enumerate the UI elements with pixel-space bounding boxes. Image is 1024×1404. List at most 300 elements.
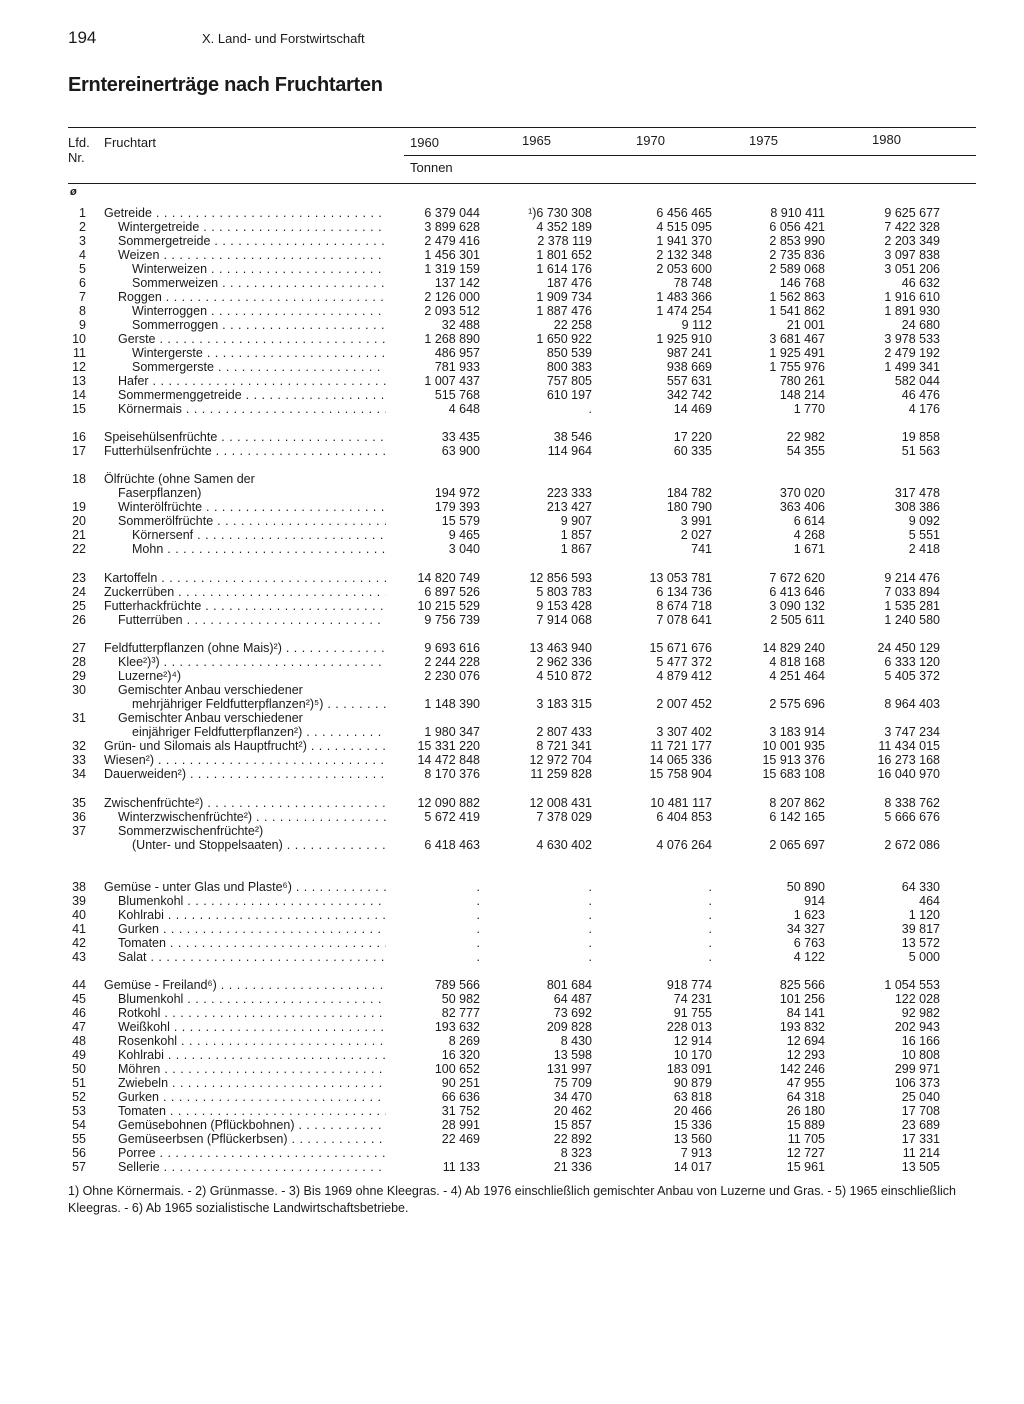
value-cell-1975: 2 735 836 [769,248,825,262]
row-number: 22 [72,542,86,556]
value-cell-1965: 20 462 [553,1104,592,1118]
value-cell-1960: 9 465 [448,528,480,542]
value-cell-1960: 789 566 [434,978,480,992]
value-cell-1965: 213 427 [546,500,592,514]
row-number: 42 [72,936,86,950]
row-number: 21 [72,528,86,542]
value-cell-1980: 92 982 [901,1006,940,1020]
value-cell-1965: 8 430 [560,1034,592,1048]
table-row [0,936,1024,950]
value-cell-1970: 7 078 641 [656,613,712,627]
row-label: Ölfrüchte (ohne Samen der [104,472,255,486]
value-cell-1960: . [476,936,480,950]
value-cell-1960: 781 933 [434,360,480,374]
value-cell-1980: 11 434 015 [878,739,940,753]
row-label: Rotkohl . . . [118,1006,386,1020]
value-cell-1975: 15 913 376 [762,753,825,767]
table-row [0,641,1024,655]
value-cell-1970: 342 742 [666,388,712,402]
value-cell-1960: . [476,908,480,922]
value-cell-1975: 6 763 [793,936,825,950]
row-number: 6 [79,276,86,290]
value-cell-1980: 24 450 129 [877,641,940,655]
value-cell-1960: 2 126 000 [424,290,480,304]
column-header-year-1970: 1970 [636,133,665,148]
row-label: Getreide . . . [104,206,386,220]
row-label: Gemüseerbsen (Pflückerbsen) . . . [118,1132,386,1146]
row-number: 9 [79,318,86,332]
row-label: Sellerie . . . [118,1160,386,1174]
value-cell-1960: 100 652 [434,1062,480,1076]
table-row [0,753,1024,767]
value-cell-1965: 5 803 783 [536,585,592,599]
value-cell-1970: 8 674 718 [656,599,712,613]
value-cell-1975: 1 623 [793,908,825,922]
row-number: 31 [72,711,86,725]
table-row [0,542,1024,556]
value-cell-1980: 24 680 [901,318,940,332]
row-number: 43 [72,950,86,964]
value-cell-1980: 7 033 894 [884,585,940,599]
row-number: 27 [72,641,86,655]
value-cell-1980: 13 572 [901,936,940,950]
column-header-nr [68,135,102,165]
row-label: Winterroggen . . . [132,304,386,318]
table-row [0,472,1024,486]
table-row [0,206,1024,220]
value-cell-1960: 5 672 419 [424,810,480,824]
row-number: 26 [72,613,86,627]
row-number: 35 [72,796,86,810]
value-cell-1965: 4 510 872 [536,669,592,683]
value-cell-1980: 19 858 [901,430,940,444]
value-cell-1980: 5 666 676 [884,810,940,824]
value-cell-1965: 4 352 189 [536,220,592,234]
value-cell-1980: 3 097 838 [884,248,940,262]
value-cell-1970: 12 914 [673,1034,712,1048]
value-cell-1980: 8 338 762 [884,796,940,810]
value-cell-1970: 1 941 370 [656,234,712,248]
value-cell-1960: . [476,950,480,964]
value-cell-1965: . [588,880,592,894]
value-cell-1960: 16 320 [441,1048,480,1062]
value-cell-1960: 2 479 416 [424,234,480,248]
table-row [0,528,1024,542]
row-label: Sommerzwischenfrüchte²) [118,824,264,838]
value-cell-1975: 142 246 [779,1062,825,1076]
value-cell-1980: 3 747 234 [884,725,940,739]
page-number: 194 [68,28,97,47]
value-cell-1975: 1 541 862 [769,304,825,318]
table-row [0,880,1024,894]
table-row [0,697,1024,711]
table-row [0,655,1024,669]
table-row [0,318,1024,332]
row-label: Futterhackfrüchte . . . [104,599,386,613]
value-cell-1975: 84 141 [786,1006,825,1020]
value-cell-1975: 54 355 [786,444,825,458]
value-cell-1970: 15 758 904 [649,767,712,781]
row-number: 36 [72,810,86,824]
value-cell-1980: 1 120 [908,908,940,922]
table-row [0,824,1024,838]
row-number: 15 [72,402,86,416]
value-cell-1975: 1 770 [793,402,825,416]
value-cell-1960: 1 007 437 [424,374,480,388]
value-cell-1970: 183 091 [666,1062,712,1076]
table-row [0,1104,1024,1118]
value-cell-1980: 23 689 [901,1118,940,1132]
table-row [0,332,1024,346]
row-number: 34 [72,767,86,781]
row-label: Sommerweizen . . . [132,276,386,290]
value-cell-1960: 15 579 [441,514,480,528]
value-cell-1970: 9 112 [681,318,712,332]
value-cell-1975: 825 566 [779,978,825,992]
row-label: Weizen . . . [118,248,386,262]
value-cell-1960: 8 170 376 [424,767,480,781]
value-cell-1960: 2 244 228 [424,655,480,669]
row-label: Sommergerste . . . [132,360,386,374]
row-label: Winterzwischenfrüchte²) . . . [118,810,386,824]
value-cell-1975: 10 001 935 [762,739,825,753]
row-label: Salat . . . [118,950,386,964]
value-cell-1980: 4 176 [908,402,940,416]
row-label: Rosenkohl . . . [118,1034,386,1048]
row-number: 25 [72,599,86,613]
row-number: 54 [72,1118,86,1132]
row-label: Winterölfrüchte . . . [118,500,386,514]
value-cell-1960: 28 991 [441,1118,480,1132]
row-number: 56 [72,1146,86,1160]
value-cell-1960: 1 148 390 [424,697,480,711]
row-label: mehrjähriger Feldfutterpflanzen²)⁵) . . . [132,697,386,711]
value-cell-1965: 757 805 [546,374,592,388]
value-cell-1980: 5 000 [908,950,940,964]
row-number: 20 [72,514,86,528]
value-cell-1980: 46 476 [901,388,940,402]
value-cell-1980: 64 330 [901,880,940,894]
row-label: Tomaten . . . [118,1104,386,1118]
stray-mark: ø [70,186,77,198]
table-row [0,1076,1024,1090]
value-cell-1980: 2 479 192 [884,346,940,360]
column-header-crop: Fruchtart [104,135,157,150]
value-cell-1975: 12 293 [786,1048,825,1062]
value-cell-1980: 25 040 [901,1090,940,1104]
row-label: Gemüse - Freiland⁶) . . . [104,978,386,992]
value-cell-1975: 2 065 697 [769,838,825,852]
table-row [0,1090,1024,1104]
value-cell-1975: 3 183 914 [769,725,825,739]
row-label: Wintergerste . . . [132,346,386,360]
value-cell-1980: 464 [919,894,940,908]
value-cell-1970: . [708,922,712,936]
value-cell-1965: 3 183 315 [536,697,592,711]
value-cell-1960: 10 215 529 [417,599,480,613]
value-cell-1965: 8 721 341 [536,739,592,753]
value-cell-1970: 20 466 [673,1104,712,1118]
value-cell-1965: 22 258 [553,318,592,332]
row-number: 50 [72,1062,86,1076]
value-cell-1960: 194 972 [434,486,480,500]
value-cell-1965: 1 614 176 [536,262,592,276]
value-cell-1960: 515 768 [434,388,480,402]
row-label: Sommerroggen . . . [132,318,386,332]
value-cell-1975: 2 853 990 [769,234,825,248]
value-cell-1965: . [588,922,592,936]
value-cell-1970: 17 220 [673,430,712,444]
value-cell-1965: 12 856 593 [529,571,592,585]
row-number: 24 [72,585,86,599]
value-cell-1975: 1 671 [793,542,825,556]
row-number: 55 [72,1132,86,1146]
row-number: 51 [72,1076,86,1090]
value-cell-1970: 78 748 [673,276,712,290]
row-number: 23 [72,571,86,585]
row-number: 16 [72,430,86,444]
value-cell-1965: 187 476 [546,276,592,290]
table-row [0,388,1024,402]
value-cell-1970: 11 721 177 [650,739,712,753]
value-cell-1965: 801 684 [546,978,592,992]
value-cell-1965: 75 709 [553,1076,592,1090]
value-cell-1975: 21 001 [786,318,825,332]
table-row [0,613,1024,627]
row-number: 8 [79,304,86,318]
value-cell-1960: 14 472 848 [417,753,480,767]
table-row [0,234,1024,248]
value-cell-1960: 4 648 [448,402,480,416]
value-cell-1960: 9 756 739 [424,613,480,627]
row-number: 46 [72,1006,86,1020]
value-cell-1970: 1 474 254 [656,304,712,318]
table-row [0,220,1024,234]
value-cell-1965: 1 909 734 [536,290,592,304]
value-cell-1980: 6 333 120 [884,655,940,669]
header-mid-rule [404,155,976,156]
table-row [0,360,1024,374]
row-number: 39 [72,894,86,908]
value-cell-1980: 7 422 328 [884,220,940,234]
row-number: 19 [72,500,86,514]
value-cell-1975: 64 318 [786,1090,825,1104]
row-number: 11 [73,346,86,360]
value-cell-1970: 1 483 366 [656,290,712,304]
row-label: Zuckerrüben . . . [104,585,386,599]
value-cell-1970: 90 879 [673,1076,712,1090]
row-label: Klee²)³) . . . [118,655,386,669]
row-label: Gemischter Anbau verschiedener [118,683,303,697]
value-cell-1960: . [476,894,480,908]
value-cell-1965: . [588,402,592,416]
value-cell-1960: 14 820 749 [417,571,480,585]
value-cell-1970: 228 013 [666,1020,712,1034]
value-cell-1980: 16 166 [901,1034,940,1048]
table-row [0,346,1024,360]
table-row [0,950,1024,964]
value-cell-1975: 3 681 467 [769,332,825,346]
value-cell-1975: 15 961 [786,1160,825,1174]
value-cell-1980: 299 971 [894,1062,940,1076]
value-cell-1960: 179 393 [434,500,480,514]
value-cell-1975: 2 575 696 [769,697,825,711]
value-cell-1960: 3 899 628 [424,220,480,234]
page-title: Erntereinerträge nach Fruchtarten [68,74,383,96]
value-cell-1970: . [708,894,712,908]
column-header-year-1965: 1965 [522,133,551,148]
table-row [0,1132,1024,1146]
value-cell-1980: 2 672 086 [884,838,940,852]
row-number: 41 [72,922,86,936]
value-cell-1975: 6 056 421 [769,220,825,234]
value-cell-1970: 2 053 600 [656,262,712,276]
value-cell-1980: 2 203 349 [884,234,940,248]
value-cell-1960: 50 982 [441,992,480,1006]
value-cell-1980: 3 051 206 [884,262,940,276]
row-label: einjähriger Feldfutterpflanzen²) . . . [132,725,386,739]
table-row [0,599,1024,613]
row-label: Futterrüben . . . [118,613,386,627]
value-cell-1970: 918 774 [666,978,712,992]
row-number: 4 [79,248,86,262]
value-cell-1975: 15 889 [786,1118,825,1132]
row-number: 29 [72,669,86,683]
value-cell-1975: 26 180 [786,1104,825,1118]
value-cell-1970: 557 631 [666,374,712,388]
row-label: Zwischenfrüchte²) . . . [104,796,386,810]
table-row [0,1048,1024,1062]
value-cell-1970: 74 231 [673,992,712,1006]
value-cell-1970: 987 241 [666,346,712,360]
value-cell-1980: 1 535 281 [884,599,940,613]
value-cell-1970: 14 469 [673,402,712,416]
value-cell-1980: 17 708 [901,1104,940,1118]
value-cell-1980: 3 978 533 [884,332,940,346]
value-cell-1960: 32 488 [441,318,480,332]
row-number: 5 [79,262,86,276]
table-row [0,978,1024,992]
table-row [0,1146,1024,1160]
table-row [0,402,1024,416]
value-cell-1965: 223 333 [546,486,592,500]
value-cell-1970: 5 477 372 [656,655,712,669]
table-row [0,571,1024,585]
column-header-nr-text: Lfd. Nr. [68,135,90,165]
value-cell-1975: 8 207 862 [769,796,825,810]
value-cell-1965: 2 378 119 [537,234,592,248]
row-number: 53 [72,1104,86,1118]
value-cell-1965: 73 692 [553,1006,592,1020]
value-cell-1970: . [708,880,712,894]
table-row [0,725,1024,739]
row-number: 33 [72,753,86,767]
value-cell-1960: 8 269 [448,1034,480,1048]
row-label: Grün- und Silomais als Hauptfrucht²) . . . [104,739,386,753]
value-cell-1960: 1 319 159 [424,262,480,276]
value-cell-1980: 5 551 [908,528,940,542]
value-cell-1965: 9 153 428 [536,599,592,613]
value-cell-1960: . [476,880,480,894]
row-label: Faserpflanzen) [118,486,202,500]
row-label: Speisehülsenfrüchte . . . [104,430,386,444]
value-cell-1970: 3 991 [680,514,712,528]
value-cell-1965: 850 539 [546,346,592,360]
value-cell-1975: 50 890 [786,880,825,894]
table-row [0,514,1024,528]
row-label: Gemischter Anbau verschiedener [118,711,303,725]
value-cell-1970: . [708,908,712,922]
value-cell-1965: . [588,950,592,964]
row-label: Gurken . . . [118,1090,386,1104]
value-cell-1975: 148 214 [779,388,825,402]
value-cell-1970: 2 132 348 [656,248,712,262]
table-row [0,1020,1024,1034]
row-label: Blumenkohl . . . [118,992,386,1006]
value-cell-1980: 5 405 372 [884,669,940,683]
row-label: Luzerne²)⁴) [118,669,182,683]
value-cell-1970: 1 925 910 [656,332,712,346]
value-cell-1975: 6 413 646 [769,585,825,599]
table-row [0,1062,1024,1076]
row-label: Kohlrabi . . . [118,1048,386,1062]
row-number: 14 [72,388,86,402]
value-cell-1975: 12 694 [786,1034,825,1048]
row-number: 3 [79,234,86,248]
value-cell-1970: 6 134 736 [656,585,712,599]
value-cell-1965: 131 997 [546,1062,592,1076]
value-cell-1980: 317 478 [894,486,940,500]
value-cell-1970: 14 065 336 [649,753,712,767]
row-number: 32 [72,739,86,753]
row-number: 17 [72,444,86,458]
row-label: Zwiebeln . . . [118,1076,386,1090]
value-cell-1960: 2 230 076 [424,669,480,683]
value-cell-1965: 15 857 [553,1118,592,1132]
value-cell-1980: 16 273 168 [877,753,940,767]
value-cell-1980: 10 808 [901,1048,940,1062]
row-label: Dauerweiden²) . . . [104,767,386,781]
row-label: Sommermenggetreide . . . [118,388,386,402]
table-row [0,767,1024,781]
row-label: Gemüsebohnen (Pflückbohnen) . . . [118,1118,386,1132]
value-cell-1970: 7 913 [680,1146,712,1160]
value-cell-1960: 90 251 [441,1076,480,1090]
footnotes: 1) Ohne Körnermais. - 2) Grünmasse. - 3) Bis 1969 ohne Kleegras. - 4) Ab 1976 einschließlich gemischter Anbau von Luzerne und Gras. - 5) 1965 einschließlich Kleegras. - 6) Ab 1965 sozialistische Landwirtschaftsbetriebe. [68,1184,956,1215]
table-row [0,374,1024,388]
row-number: 45 [72,992,86,1006]
table-row [0,683,1024,697]
column-header-year-1960: 1960 [410,135,439,150]
value-cell-1965: 7 378 029 [536,810,592,824]
value-cell-1970: 4 076 264 [656,838,712,852]
table-row [0,486,1024,500]
value-cell-1980: 308 386 [894,500,940,514]
value-cell-1980: 17 331 [901,1132,940,1146]
value-cell-1975: 12 727 [786,1146,825,1160]
table-row [0,262,1024,276]
header-bottom-rule [68,183,976,184]
row-number: 37 [72,824,86,838]
value-cell-1965: 800 383 [546,360,592,374]
row-label: Körnermais . . . [118,402,386,416]
value-cell-1965: 64 487 [553,992,592,1006]
value-cell-1975: 1 562 863 [769,290,825,304]
value-cell-1965: 1 867 [560,542,592,556]
table-row [0,248,1024,262]
value-cell-1970: 60 335 [673,444,712,458]
value-cell-1965: 21 336 [553,1160,592,1174]
